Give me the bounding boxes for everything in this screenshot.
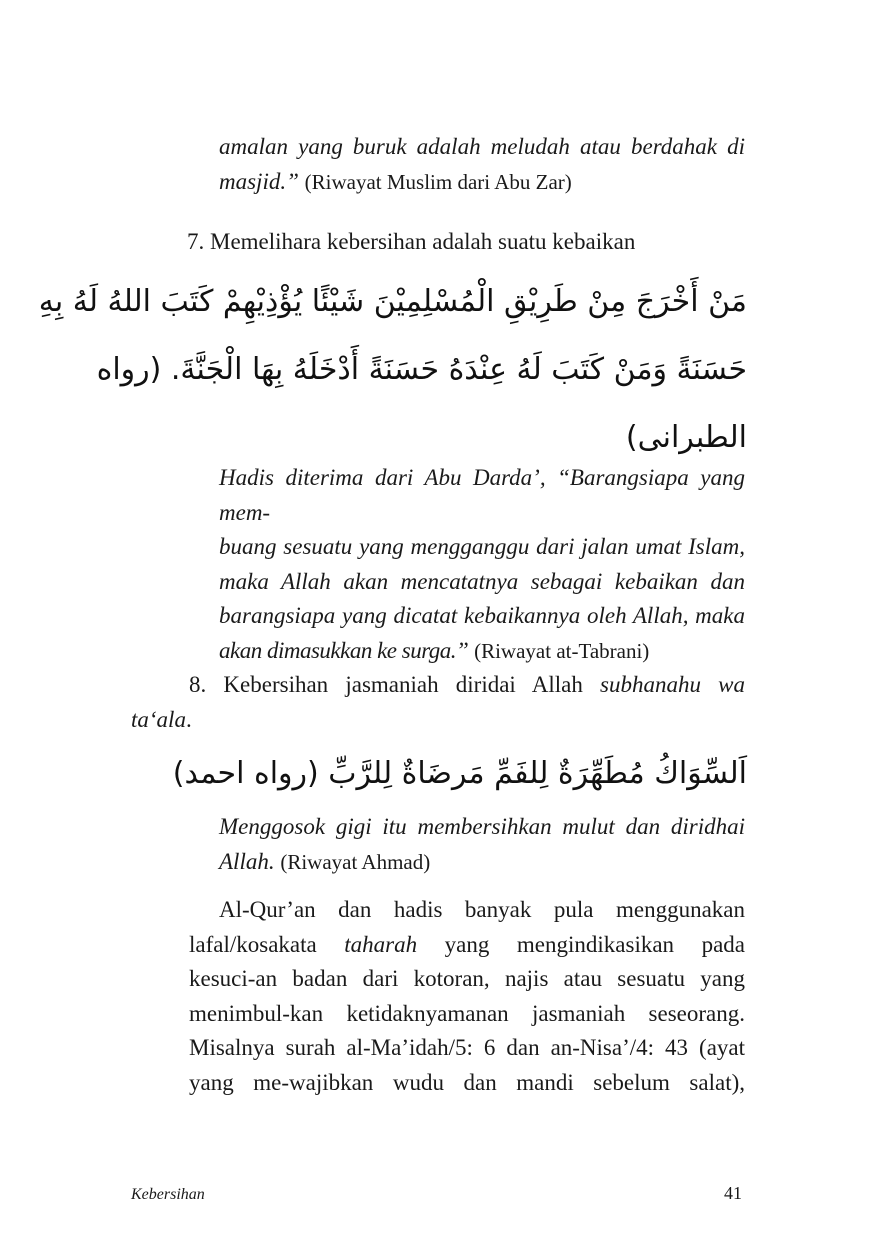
italic-text: ta‘ala	[131, 706, 186, 732]
text-line: Al-Qur’an dan hadis banyak pula menggunakan	[219, 897, 745, 922]
hadith-source: (Riwayat Ahmad)	[280, 849, 431, 874]
plain-text: lafal/kosakata	[189, 931, 317, 957]
text-line: menimbul-kan ketidaknyamanan jasmaniah seseorang.	[189, 1000, 745, 1026]
item-8-heading	[131, 668, 745, 737]
italic-text: taharah	[344, 931, 418, 957]
item-8-translation	[219, 810, 745, 879]
text-line: amalan yang buruk adalah meludah atau berdahak di	[219, 134, 745, 159]
italic-text: akan dimasukkan ke surga.”	[219, 637, 469, 663]
text-line	[189, 928, 745, 963]
hadith-source: (Riwayat Muslim dari Abu Zar)	[304, 169, 572, 194]
punctuation: .	[185, 706, 192, 732]
text-line: barangsiapa yang dicatat kebaikannya oleh Allah, maka	[219, 603, 745, 628]
item-8-arabic-text: اَلسِّوَاكُ مُطَهِّرَةٌ لِلفَمِّ مَرضَاةٌ لِلرَّبِّ (رواه احمد)	[172, 756, 747, 791]
arabic-line: حَسَنَةً وَمَنْ كَتَبَ لَهُ عِنْدَهُ حَسَنَةً أَدْخَلَهُ بِهَا الْجَنَّةَ. (رواه	[96, 352, 747, 387]
text-line: Hadis diterima dari Abu Darda’, “Barangsiapa yang mem-	[219, 465, 745, 525]
italic-text: masjid.”	[219, 168, 299, 194]
page-number: 41	[724, 1183, 742, 1203]
italic-text: Allah.	[219, 848, 275, 874]
plain-text: 8. Kebersihan jasmaniah diridai Allah	[189, 672, 583, 697]
item-7-translation	[219, 461, 745, 668]
text-line: Misalnya surah al-Ma’idah/5: 6 dan an-Nisa’/4: 43 (ayat	[189, 1035, 745, 1060]
item-7-heading: 7. Memelihara kebersihan adalah suatu kebaikan	[187, 229, 636, 254]
arabic-line: مَنْ أَخْرَجَ مِنْ طَرِيْقِ الْمُسْلِمِيْنَ شَيْئًا يُؤْذِيْهِمْ كَتَبَ اللهُ لَهُ بِهِ	[38, 284, 747, 319]
text-line	[219, 634, 745, 669]
text-line	[131, 668, 745, 703]
footer-chapter-title: Kebersihan	[131, 1186, 205, 1203]
hadith-translation-continuation	[219, 130, 745, 199]
text-line	[219, 845, 745, 880]
text-line: buang sesuatu yang mengganggu dari jalan umat Islam,	[219, 534, 745, 559]
hadith-source: (Riwayat at-Tabrani)	[474, 638, 650, 663]
plain-text: yang mengindikasikan pada	[444, 931, 746, 957]
text-line: yang me-wajibkan wudu dan mandi sebelum salat),	[189, 1069, 745, 1095]
text-line: maka Allah akan mencatatnya sebagai kebaikan dan	[219, 568, 745, 594]
text-line: Menggosok gigi itu membersihkan mulut dan diridhai	[219, 814, 745, 839]
arabic-line: الطبرانى)	[625, 420, 747, 455]
text-line: kesuci-an badan dari kotoran, najis atau sesuatu yang	[189, 966, 745, 991]
italic-text: subhanahu wa	[600, 672, 746, 697]
text-line	[219, 165, 745, 200]
item-7-arabic-text	[38, 272, 747, 468]
text-line	[131, 703, 745, 738]
body-paragraph	[189, 893, 745, 1100]
